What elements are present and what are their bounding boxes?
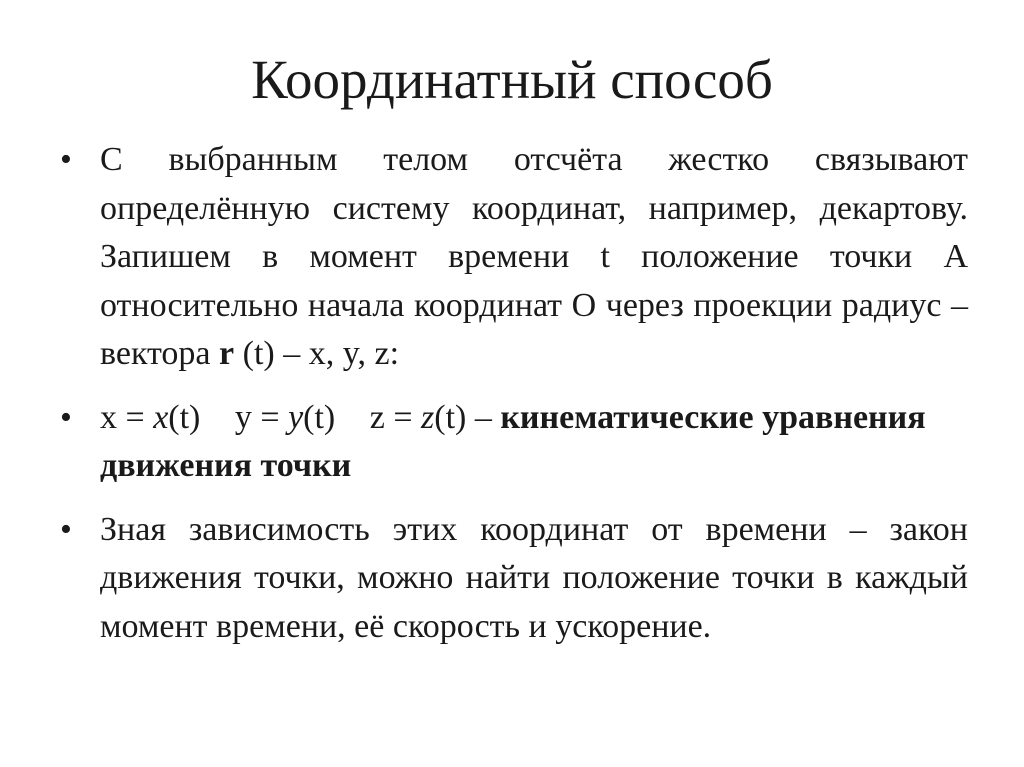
- eq-y-lhs: y =: [234, 398, 280, 436]
- eq-y-fn: y: [288, 398, 304, 436]
- bullet-icon: •: [60, 398, 72, 436]
- slide-title: Координатный способ: [251, 49, 773, 110]
- list-item-law-of-motion: [60, 506, 968, 652]
- bullet-list: [60, 136, 968, 651]
- bullet-icon: •: [60, 510, 72, 548]
- item3-text: Зная зависимость этих координат от времени – закон движения точки, можно найти положение точки в каждый момент времени, её скорость и ускорение.: [100, 510, 968, 645]
- item1-text-before-r: С выбранным телом отсчёта жестко связывают определённую систему координат, например, декартову. Запишем в момент времени t положение точки А относительно начала координат О через проекции радиус – вектора: [100, 141, 968, 372]
- eq-z-fn: z: [421, 398, 435, 436]
- eq-x-arg: (t): [168, 398, 201, 436]
- radius-vector-symbol: r: [219, 335, 235, 372]
- eq-z-arg: (t) –: [434, 398, 492, 436]
- list-item-coordinates: [60, 136, 968, 379]
- item1-text-after-r: (t) – x, y, z:: [234, 335, 400, 372]
- eq-y-arg: (t): [303, 398, 336, 436]
- list-item-kinematic-equations: [60, 394, 968, 491]
- bullet-icon: •: [60, 141, 72, 178]
- eq-x-lhs: x =: [100, 398, 145, 436]
- eq-z-lhs: z =: [369, 398, 413, 436]
- eq-x-fn: x: [153, 398, 169, 436]
- kinematic-equations-label: кинематические уравнения движения точки: [100, 398, 926, 484]
